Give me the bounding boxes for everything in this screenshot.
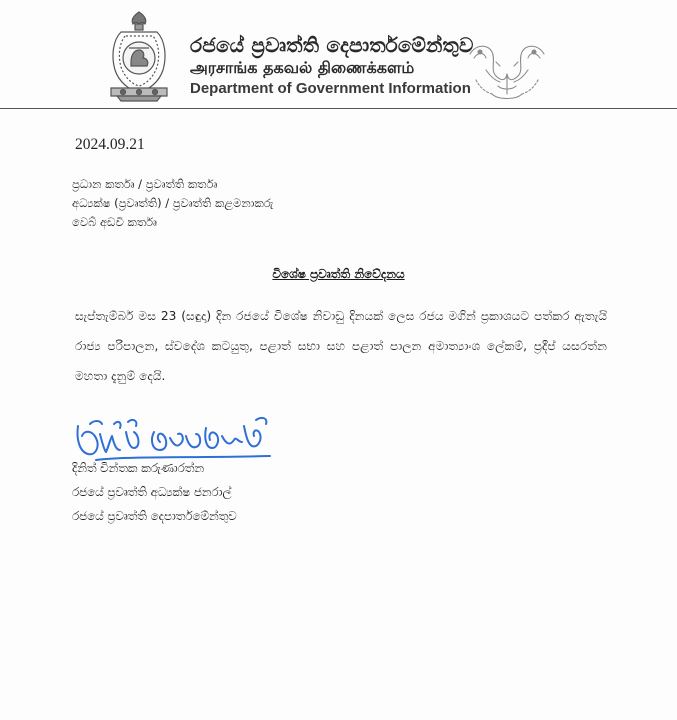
recipient-line: ප්‍රධාන කර්තෘ / ප්‍රවෘත්ති කර්තෘ	[72, 177, 218, 191]
signatory-block	[72, 456, 237, 528]
state-emblem-icon	[107, 10, 171, 102]
twin-fish-logo-icon	[466, 40, 548, 102]
signatory-name: දිනිත් චින්තක කරුණාරත්න	[72, 461, 204, 475]
department-name-english: Department of Government Information	[190, 80, 471, 97]
signatory-title: රජයේ ප්‍රවෘත්ති අධ්‍යක්ෂ ජනරාල්	[72, 485, 232, 499]
recipient-list	[72, 175, 273, 232]
recipient-line: අධ්‍යක්ෂ (ප්‍රවෘත්ති) / ප්‍රවෘත්ති කළමනාකරු	[72, 196, 274, 210]
recipient-line: වෙබ් අඩවි කර්තෘ	[72, 215, 157, 229]
department-name-sinhala: රජයේ ප්‍රවෘත්ති දෙපාර්තමේන්තුව	[190, 33, 474, 57]
department-name-tamil: அரசாங்க தகவல் திணைக்களம்	[190, 58, 415, 77]
letter-date: 2024.09.21	[75, 136, 145, 153]
signatory-department: රජයේ ප්‍රවෘත්ති දෙපාර්තමේන්තුව	[72, 509, 237, 523]
header-divider	[0, 108, 677, 109]
release-body: සැප්තැම්බර් මස 23 (සඳුදා) දින රජයේ විශේෂ නිවාඩු දිනයක් ලෙස රජය මගින් ප්‍රකාශයට පත්කර ඇතැයි රාජ්‍ය පරිපාලන, ස්වදේශ කටයුතු, පළාත් සභා සහ පළාත් පාලන අමාත්‍යාංශ ලේකම්, ප්‍රදීප් යසරත්න මහතා දැනුම් දෙයි.	[75, 309, 607, 383]
release-subject: විශේෂ ප්‍රවෘත්ති නිවේදනය	[272, 267, 405, 281]
